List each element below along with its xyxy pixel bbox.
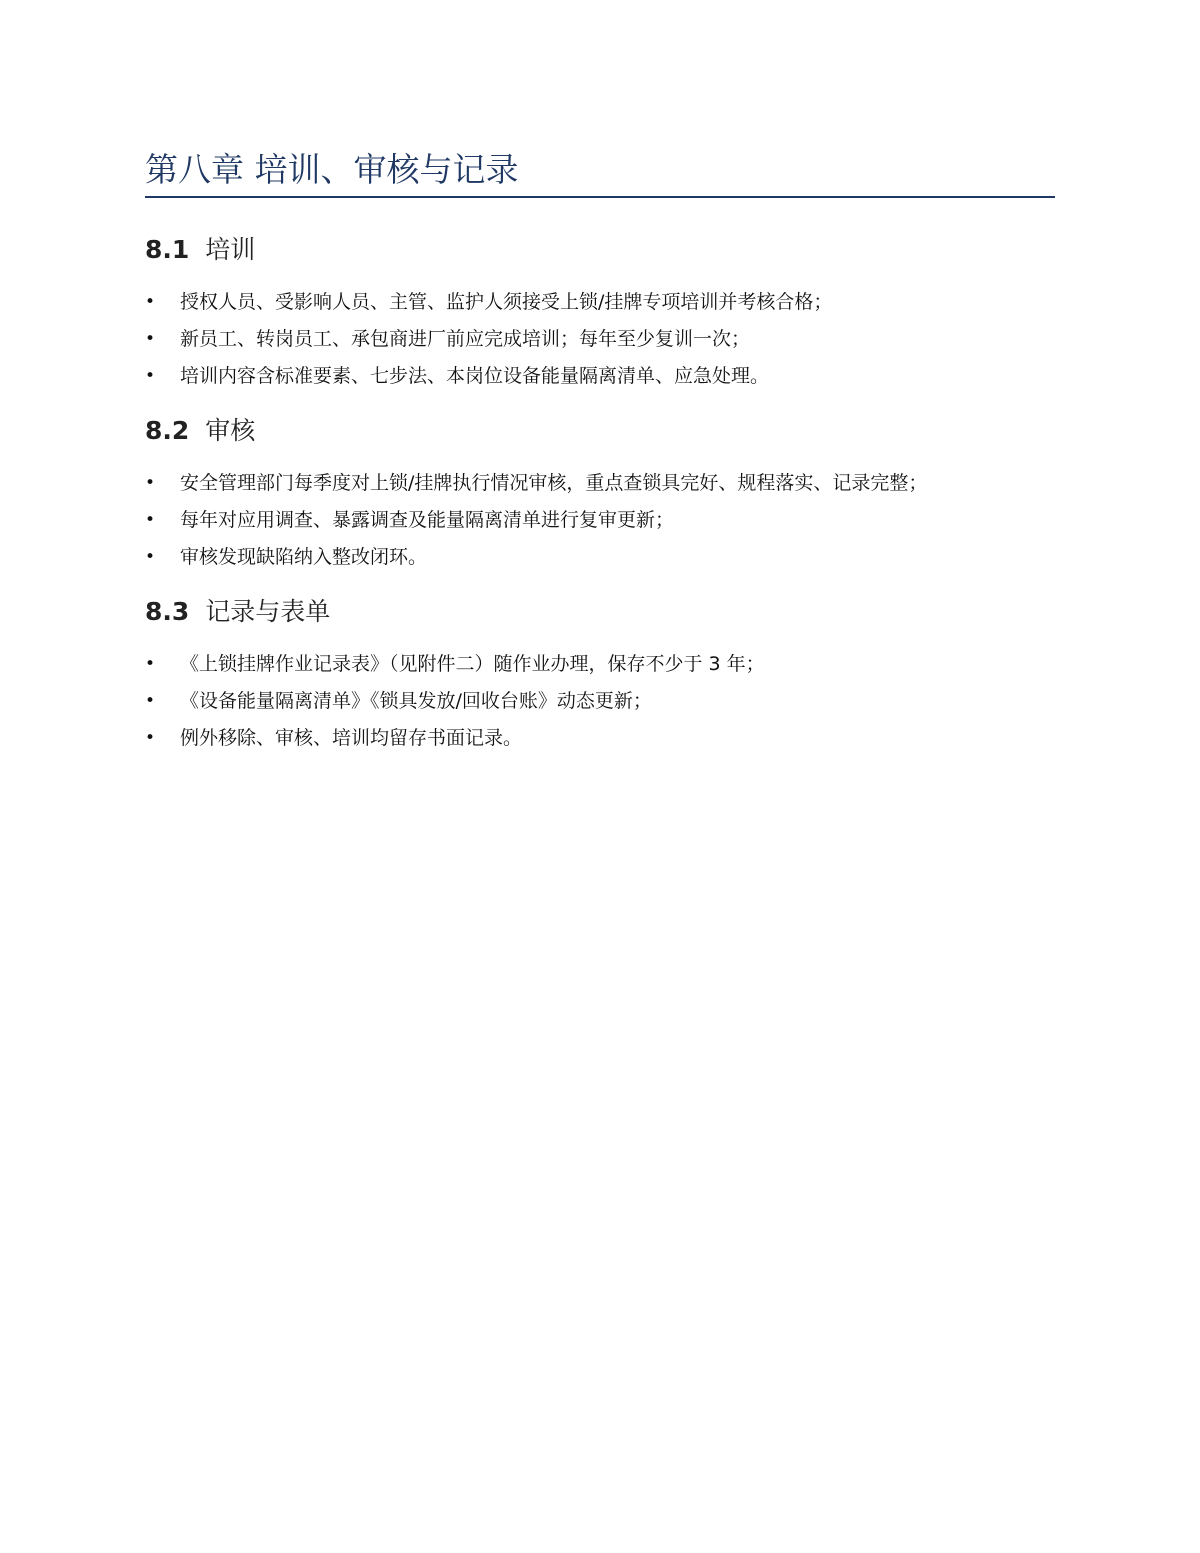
section-heading <box>145 234 1055 266</box>
bullet-icon: • <box>145 510 156 530</box>
list-item-text: 《上锁挂牌作业记录表》（见附件二）随作业办理，保存不少于 3 年； <box>180 653 765 675</box>
list-item <box>145 539 1055 576</box>
list-item <box>145 502 1055 539</box>
bullet-icon: • <box>145 691 156 711</box>
list-item-text: 新员工、转岗员工、承包商进厂前应完成培训；每年至少复训一次； <box>180 328 751 350</box>
bullet-list <box>145 646 1055 757</box>
bullet-list <box>145 465 1055 576</box>
list-item-text: 每年对应用调查、暴露调查及能量隔离清单进行复审更新； <box>180 509 675 531</box>
section-number: 8.1 <box>145 235 190 264</box>
section-records <box>145 596 1055 757</box>
document-page <box>145 146 1055 757</box>
bullet-icon: • <box>145 654 156 674</box>
section-title: 记录与表单 <box>205 597 331 626</box>
list-item-text: 安全管理部门每季度对上锁/挂牌执行情况审核，重点查锁具完好、规程落实、记录完整； <box>180 472 928 494</box>
list-item <box>145 284 1055 321</box>
list-item-text: 审核发现缺陷纳入整改闭环。 <box>180 546 428 568</box>
section-title: 审核 <box>205 416 256 445</box>
bullet-icon: • <box>145 329 156 349</box>
list-item <box>145 646 1055 683</box>
list-item-text: 授权人员、受影响人员、主管、监护人须接受上锁/挂牌专项培训并考核合格； <box>180 291 833 313</box>
section-heading <box>145 415 1055 447</box>
section-training <box>145 234 1055 395</box>
bullet-icon: • <box>145 292 156 312</box>
bullet-icon: • <box>145 547 156 567</box>
list-item-text: 培训内容含标准要素、七步法、本岗位设备能量隔离清单、应急处理。 <box>180 365 770 387</box>
list-item <box>145 465 1055 502</box>
chapter-title: 第八章 培训、审核与记录 <box>145 146 1055 198</box>
list-item <box>145 321 1055 358</box>
list-item <box>145 683 1055 720</box>
section-number: 8.3 <box>145 597 190 626</box>
section-number: 8.2 <box>145 416 190 445</box>
bullet-list <box>145 284 1055 395</box>
list-item-text: 例外移除、审核、培训均留存书面记录。 <box>180 727 523 749</box>
section-audit <box>145 415 1055 576</box>
list-item-text: 《设备能量隔离清单》《锁具发放/回收台账》动态更新； <box>180 690 652 712</box>
list-item <box>145 720 1055 757</box>
section-title: 培训 <box>205 235 256 264</box>
bullet-icon: • <box>145 473 156 493</box>
list-item <box>145 358 1055 395</box>
bullet-icon: • <box>145 728 156 748</box>
bullet-icon: • <box>145 366 156 386</box>
section-heading <box>145 596 1055 628</box>
